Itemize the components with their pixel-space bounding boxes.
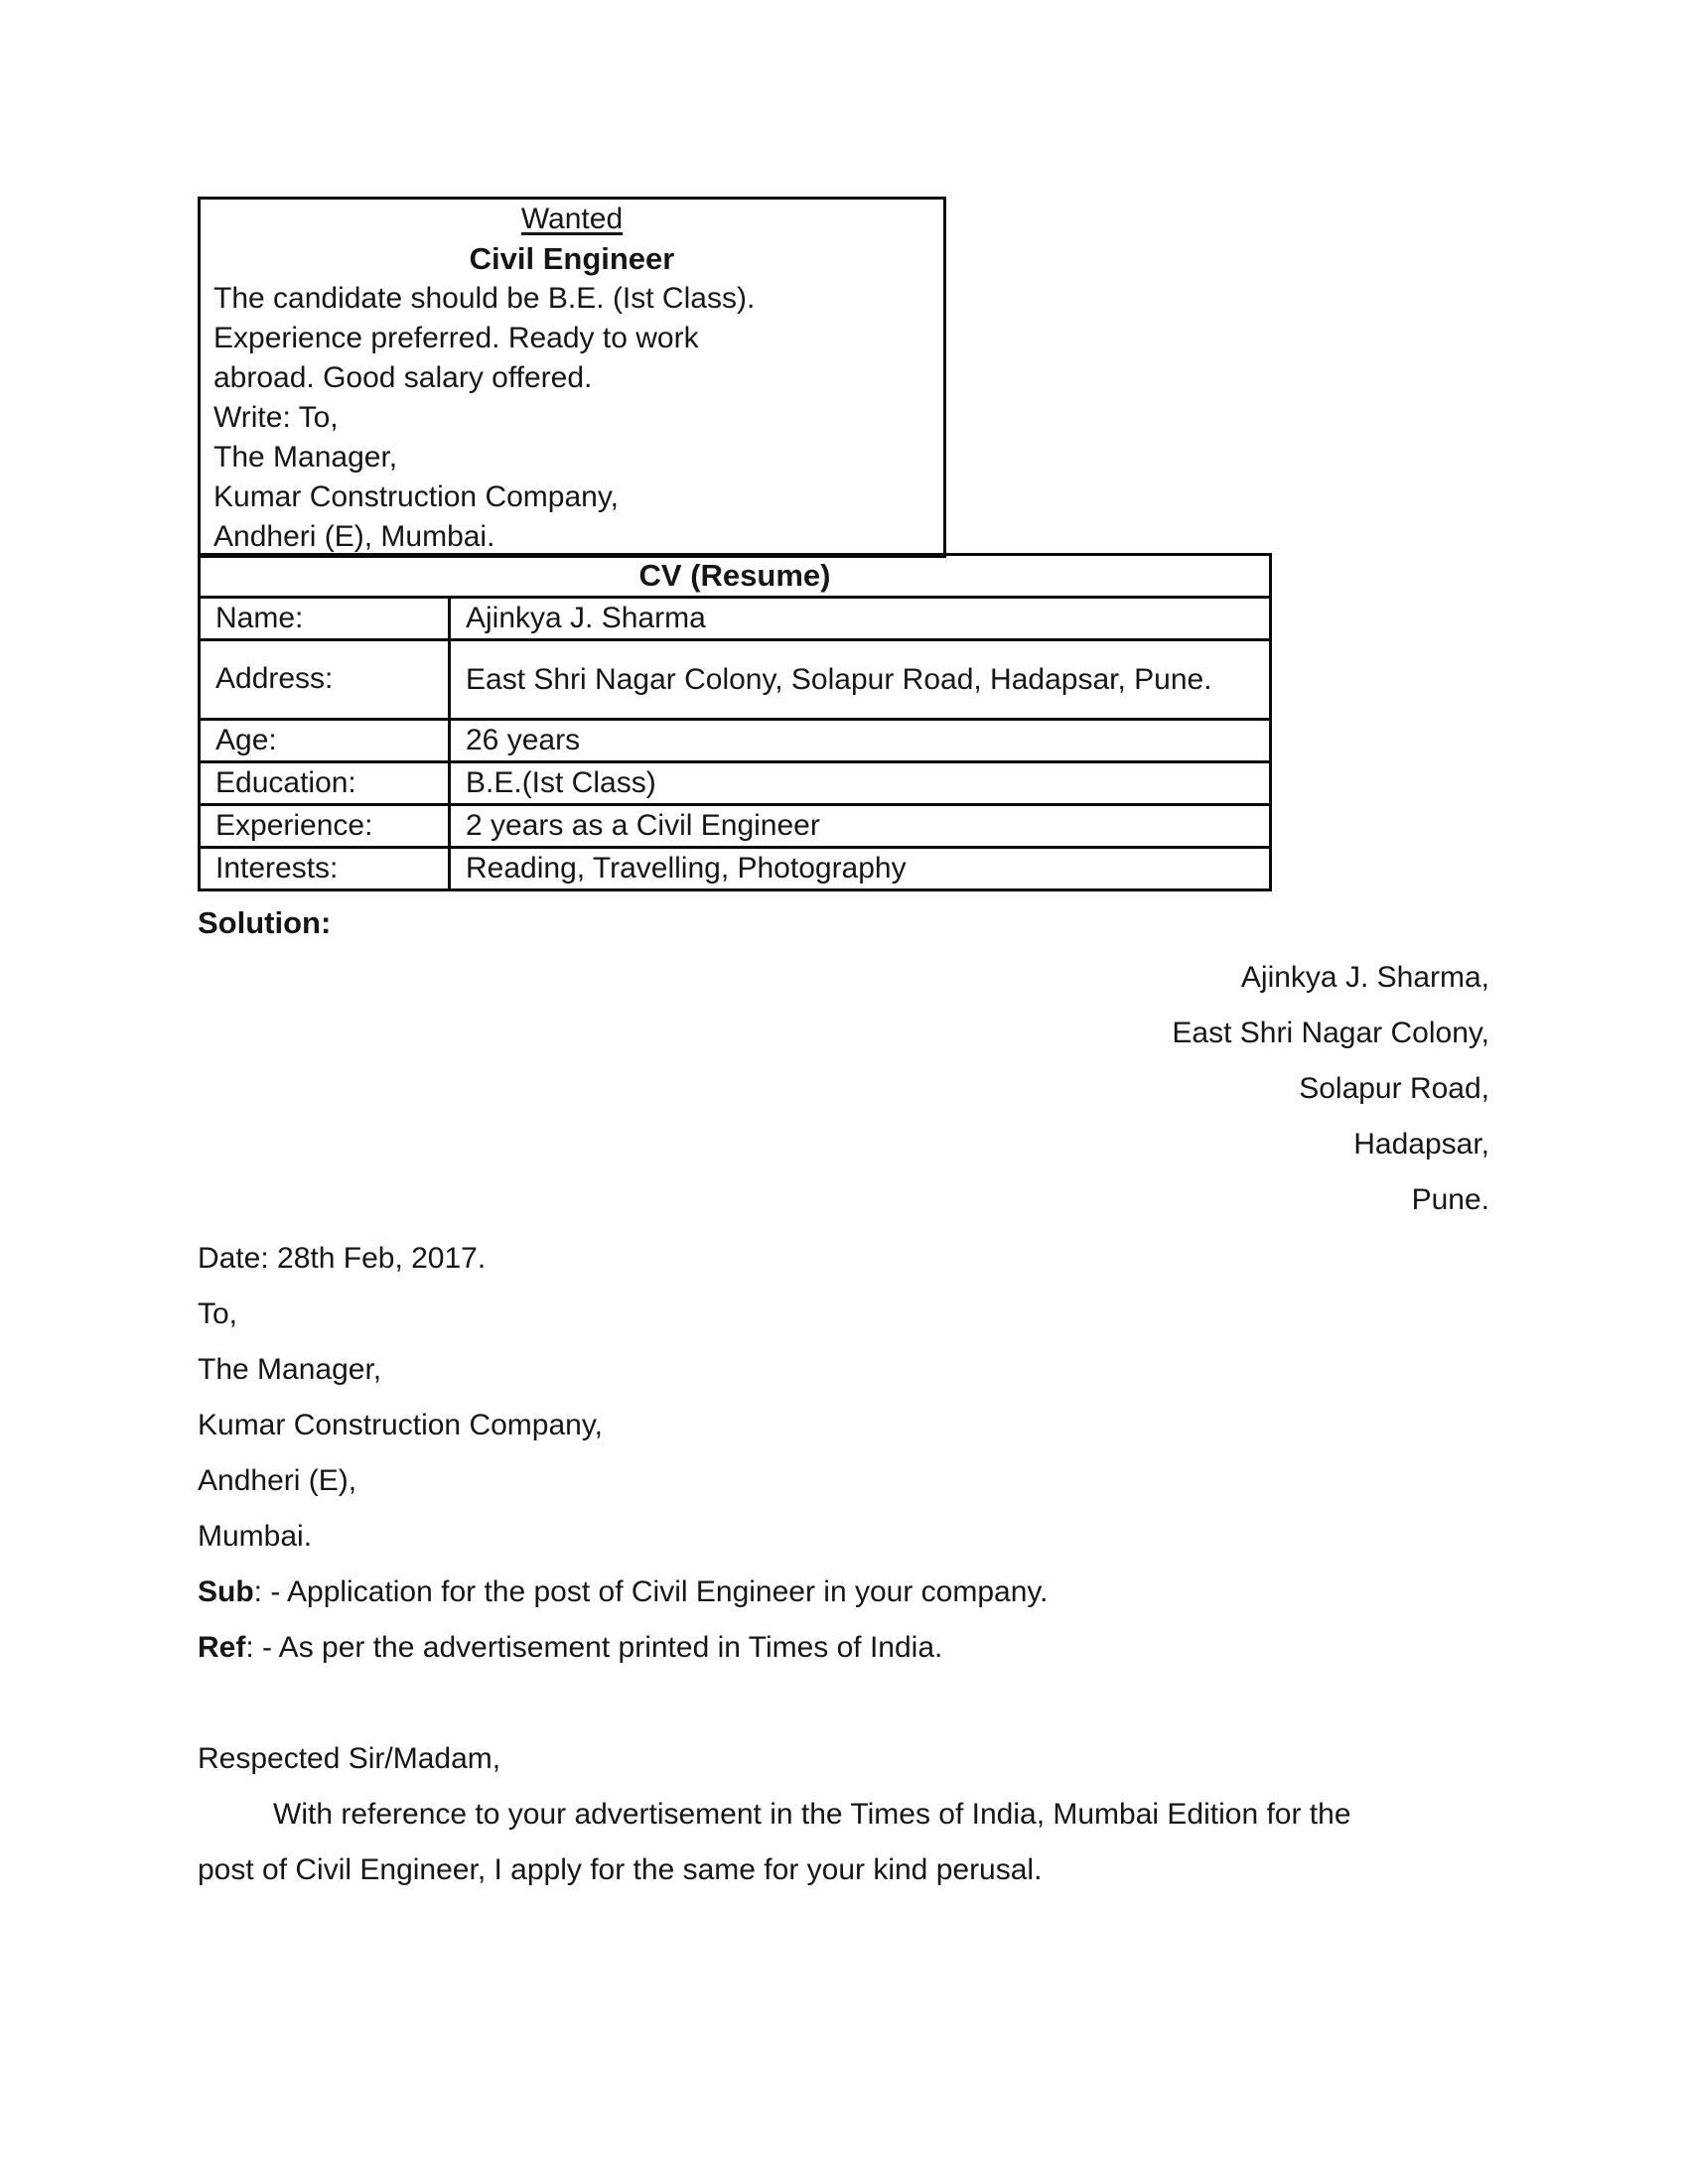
- ad-body-line: The Manager,: [213, 441, 398, 474]
- ad-subtitle: Civil Engineer: [469, 241, 675, 276]
- ad-body-line: Experience preferred. Ready to work: [213, 322, 699, 354]
- reference-line: [198, 1620, 1533, 1676]
- ad-body-line: Kumar Construction Company,: [213, 480, 619, 513]
- cv-value: 26 years: [450, 720, 1271, 762]
- cv-row-name: [200, 598, 1271, 640]
- recipient-line: Mumbai.: [198, 1520, 313, 1553]
- ad-body-line: The candidate should be B.E. (Ist Class).: [213, 282, 756, 315]
- sender-address-line: Ajinkya J. Sharma,: [1240, 961, 1489, 994]
- sender-address-line: Pune.: [1411, 1183, 1489, 1216]
- recipient-line: Kumar Construction Company,: [198, 1409, 603, 1441]
- letter-body: [198, 1231, 1533, 1898]
- cv-value: B.E.(Ist Class): [450, 762, 1271, 805]
- ad-title-text: Wanted: [520, 203, 624, 235]
- cv-label: Interests:: [200, 848, 450, 890]
- recipient-line: To,: [198, 1297, 238, 1330]
- ad-body-line: Write: To,: [213, 401, 339, 434]
- cv-table-title: CV (Resume): [200, 555, 1271, 598]
- sender-address-block: [1172, 950, 1489, 1228]
- subject-line: [198, 1565, 1533, 1620]
- ad-body-line: Andheri (E), Mumbai.: [213, 520, 495, 553]
- cv-row-age: [200, 720, 1271, 762]
- body-line: With reference to your advertisement in the Times of India, Mumbai Edition for the: [273, 1798, 1351, 1831]
- cv-label: Age:: [200, 720, 450, 762]
- solution-label: Solution:: [198, 905, 332, 940]
- recipient-line: Andheri (E),: [198, 1464, 357, 1497]
- date-line: Date: 28th Feb, 2017.: [198, 1242, 487, 1275]
- body-line: post of Civil Engineer, I apply for the same for your kind perusal.: [198, 1853, 1043, 1886]
- cv-value: Reading, Travelling, Photography: [450, 848, 1271, 890]
- subject-label: Sub: [198, 1575, 254, 1608]
- reference-label: Ref: [198, 1631, 246, 1664]
- cv-header-row: [200, 555, 1271, 598]
- cv-label: Name:: [200, 598, 450, 640]
- advertisement-box: [198, 197, 946, 558]
- reference-text: : - As per the advertisement printed in Times of India.: [245, 1631, 943, 1664]
- cv-value: Ajinkya J. Sharma: [450, 598, 1271, 640]
- sender-address-line: Hadapsar,: [1353, 1128, 1489, 1160]
- sender-address-line: Solapur Road,: [1299, 1072, 1489, 1105]
- cv-row-education: [200, 762, 1271, 805]
- cv-value: East Shri Nagar Colony, Solapur Road, Hadapsar, Pune.: [450, 640, 1271, 720]
- recipient-line: The Manager,: [198, 1353, 382, 1386]
- blank-line: [198, 1676, 1533, 1731]
- cv-label: Address:: [200, 640, 450, 720]
- salutation: Respected Sir/Madam,: [198, 1742, 501, 1775]
- cv-table: [198, 553, 1272, 891]
- ad-body-line: abroad. Good salary offered.: [213, 361, 593, 394]
- cv-row-address: [200, 640, 1271, 720]
- sender-address-line: East Shri Nagar Colony,: [1172, 1017, 1489, 1049]
- cv-row-interests: [200, 848, 1271, 890]
- cv-row-experience: [200, 805, 1271, 848]
- cv-label: Education:: [200, 762, 450, 805]
- ad-title: [201, 200, 943, 239]
- cv-label: Experience:: [200, 805, 450, 848]
- subject-text: : - Application for the post of Civil Engineer in your company.: [253, 1575, 1049, 1608]
- cv-value: 2 years as a Civil Engineer: [450, 805, 1271, 848]
